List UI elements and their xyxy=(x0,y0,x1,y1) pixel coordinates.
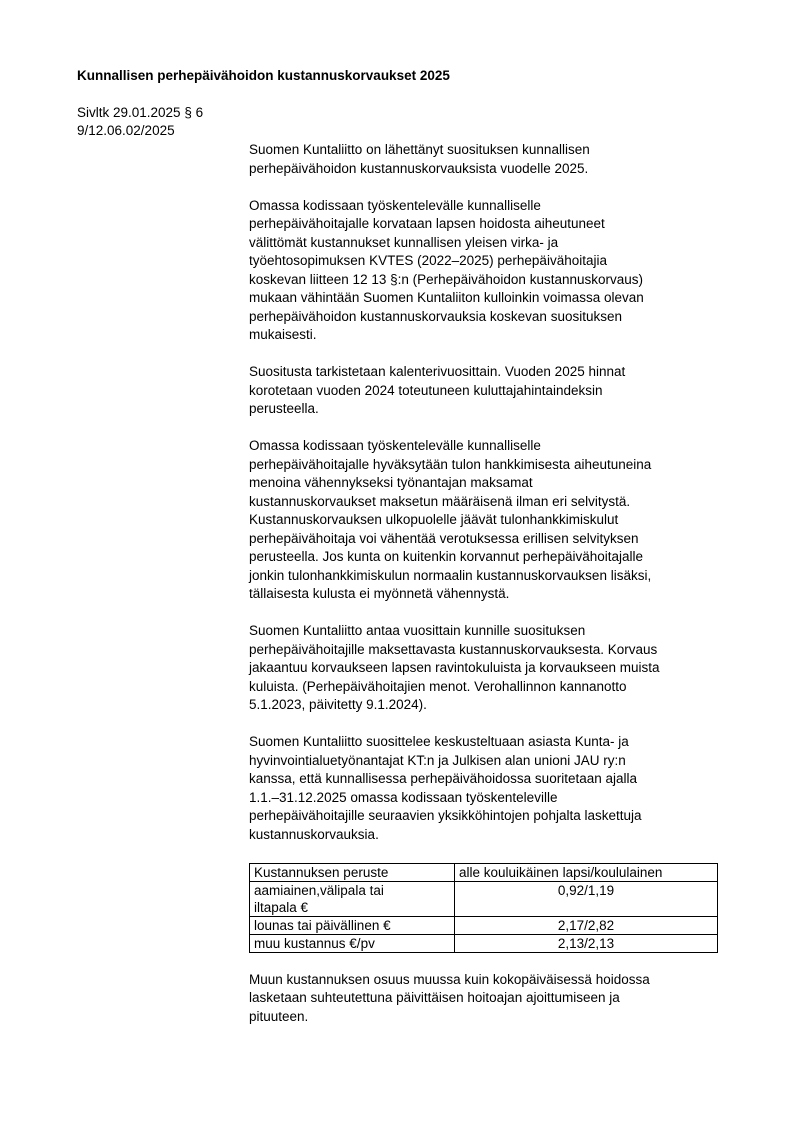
paragraph-line: Omassa kodissaan työskentelevälle kunnalliselle xyxy=(249,438,541,453)
paragraph xyxy=(249,437,749,604)
paragraph-line: perhepäivähoitajille seuraavien yksikköhintojen pohjalta laskettuja xyxy=(249,808,642,823)
paragraph-line: välittömät kustannukset kunnallisen yleisen virka- ja xyxy=(249,234,559,250)
cost-basis-cell xyxy=(250,916,455,934)
paragraph-line: perhepäivähoitajalle hyväksytään tulon hankkimisesta aiheutuneina xyxy=(249,456,652,472)
paragraph-line: kustannuskorvaukset maksetun määräisenä ilman eri selvitystä. xyxy=(249,493,631,509)
paragraph-line: Suomen Kuntaliitto antaa vuosittain kunnille suosituksen xyxy=(249,623,586,638)
paragraph xyxy=(249,733,749,844)
paragraph-line: perhepäivähoidon kustannuskorvauksia koskevan suosituksen xyxy=(249,308,622,324)
paragraph-line: tällaisesta kulusta ei myönnetä vähennystä. xyxy=(249,586,510,601)
paragraph-line: Kustannuskorvauksen ulkopuolelle jäävät tulonhankkimiskulut xyxy=(249,512,619,527)
meeting-reference: Sivltk 29.01.2025 § 6 xyxy=(77,105,204,120)
cost-value-cell: 0,92/1,19 xyxy=(455,881,718,916)
closing-line: Muun kustannuksen osuus muussa kuin kokopäiväisessä hoidossa xyxy=(249,971,650,987)
cost-basis-cell xyxy=(250,881,455,916)
record-number: 9/12.06.02/2025 xyxy=(77,123,175,138)
paragraph-line: perhepäivähoidon kustannuskorvauksista vuodelle 2025. xyxy=(249,160,589,176)
cost-value-cell: 2,13/2,13 xyxy=(455,934,718,952)
paragraph-line: mukaisesti. xyxy=(249,327,317,342)
paragraph-line: kanssa, että kunnallisessa perhepäivähoidossa suoritetaan ajalla xyxy=(249,771,637,786)
document-body xyxy=(249,141,749,1045)
table-row xyxy=(250,881,718,916)
paragraph-line: jakaantuu korvaukseen lapsen ravintokuluista ja korvaukseen muista xyxy=(249,660,660,675)
paragraph-line: 1.1.–31.12.2025 omassa kodissaan työskenteleville xyxy=(249,789,558,805)
paragraph-line: hyvinvointialuetyönantajat KT:n ja Julkisen alan unioni JAU ry:n xyxy=(249,752,626,768)
paragraph-line: perhepäivähoitajalle korvataan lapsen hoidosta aiheutuneet xyxy=(249,216,605,231)
paragraph-line: perhepäivähoitajille maksettavasta kustannuskorvauksesta. Korvaus xyxy=(249,641,658,657)
paragraph-line: Suositusta tarkistetaan kalenterivuosittain. Vuoden 2025 hinnat xyxy=(249,364,626,379)
table-header-basis: Kustannuksen peruste xyxy=(250,863,455,881)
cost-basis-line: aamiainen,välipala tai xyxy=(254,882,384,898)
table-header-rate: alle kouluikäinen lapsi/koululainen xyxy=(455,863,718,881)
paragraph xyxy=(249,197,749,345)
paragraph-line: 5.1.2023, päivitetty 9.1.2024). xyxy=(249,697,427,712)
document-title: Kunnallisen perhepäivähoidon kustannuskorvaukset 2025 xyxy=(77,68,450,83)
paragraph-line: korotetaan vuoden 2024 toteutuneen kuluttajahintaindeksin xyxy=(249,382,603,398)
cost-basis-line: muu kustannus €/pv xyxy=(254,935,375,951)
paragraph-line: mukaan vähintään Suomen Kuntaliiton kulloinkin voimassa olevan xyxy=(249,290,644,305)
paragraph-line: Omassa kodissaan työskentelevälle kunnalliselle xyxy=(249,197,541,213)
table-row xyxy=(250,934,718,952)
paragraph xyxy=(249,622,749,715)
closing-line: pituuteen. xyxy=(249,1008,309,1024)
cost-value-cell: 2,17/2,82 xyxy=(455,916,718,934)
table-row xyxy=(250,916,718,934)
paragraph-line: kuluista. (Perhepäivähoitajien menot. Verohallinnon kannanotto xyxy=(249,678,627,694)
paragraph-line: menoina vähennykseksi työnantajan maksamat xyxy=(249,475,533,490)
paragraph xyxy=(249,141,749,178)
table-header-row xyxy=(250,863,718,881)
paragraph-line: perusteella. Jos kunta on kuitenkin korvannut perhepäivähoitajalle xyxy=(249,549,644,564)
paragraph-line: työehtosopimuksen KVTES (2022–2025) perhepäivähoitajia xyxy=(249,253,607,268)
paragraph-line: jonkin tulonhankkimiskulun normaalin kustannuskorvauksen lisäksi, xyxy=(249,567,652,583)
closing-paragraph xyxy=(249,971,749,1027)
cost-basis-line: lounas tai päivällinen € xyxy=(254,917,391,933)
paragraph-line: Suomen Kuntaliitto on lähettänyt suosituksen kunnallisen xyxy=(249,142,590,157)
closing-line: lasketaan suhteutettuna päivittäisen hoitoajan ajoittumiseen ja xyxy=(249,990,620,1005)
paragraph-list xyxy=(249,141,749,844)
cost-basis-line: iltapala € xyxy=(254,899,309,915)
paragraph-line: perusteella. xyxy=(249,401,319,416)
paragraph-line: kustannuskorvauksia. xyxy=(249,826,379,842)
paragraph-line: perhepäivähoitaja voi vähentää verotuksessa erillisen selvityksen xyxy=(249,530,639,546)
cost-basis-cell xyxy=(250,934,455,952)
cost-table xyxy=(249,863,718,953)
paragraph xyxy=(249,363,749,419)
paragraph-line: Suomen Kuntaliitto suosittelee keskusteltuaan asiasta Kunta- ja xyxy=(249,734,629,749)
paragraph-line: koskevan liitteen 12 13 §:n (Perhepäivähoidon kustannuskorvaus) xyxy=(249,271,643,287)
